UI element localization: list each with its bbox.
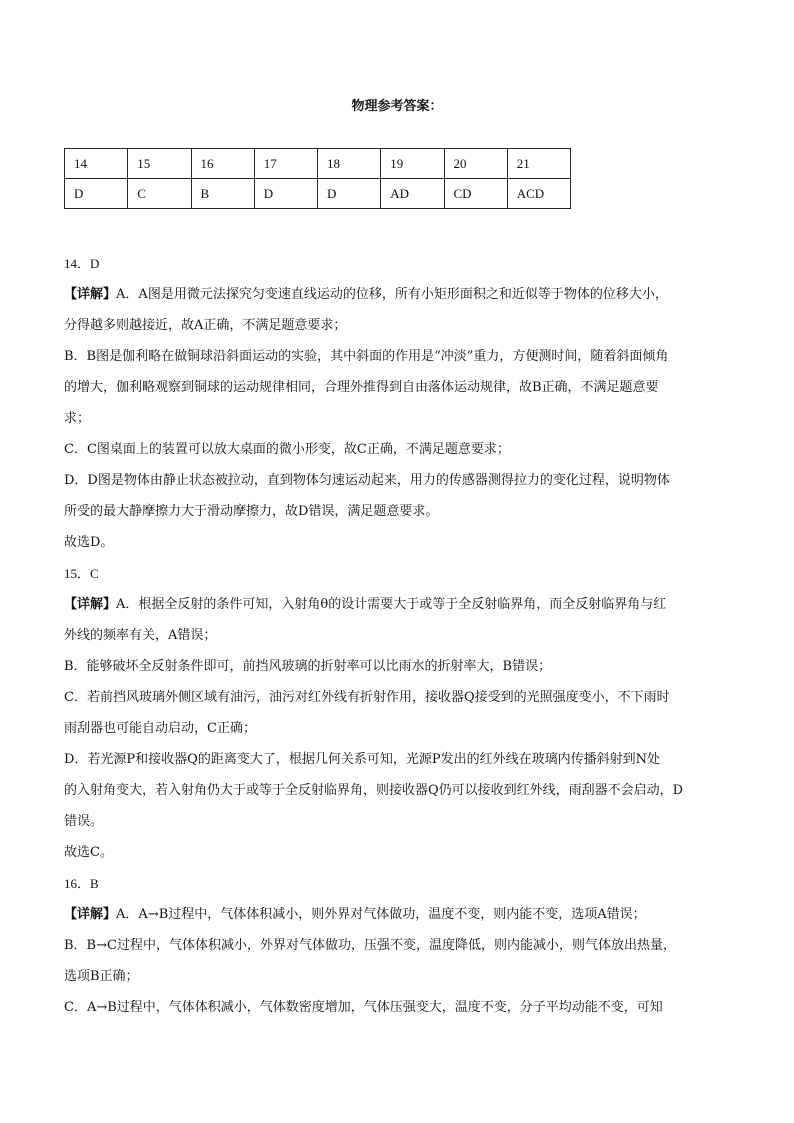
explanation-line: 的入射角变大，若入射角仍大于或等于全反射临界角，则接收器Q仍可以接收到红外线，雨刮器不会启动，D — [64, 783, 684, 798]
explanation-line: D．若光源P和接收器Q的距离变大了，根据几何关系可知，光源P发出的红外线在玻璃内传播斜射到N处 — [64, 752, 660, 767]
detail-tag: 详解 — [77, 907, 104, 922]
table-cell: D — [65, 179, 128, 209]
table-cell: AD — [381, 179, 444, 209]
detail-tag-close: 】 — [103, 907, 117, 922]
explanation-line: 故选D。 — [64, 535, 114, 550]
explanation-line: B．B图是伽利略在做铜球沿斜面运动的实验，其中斜面的作用是“冲淡”重力，方便测时间，随着斜面倾角 — [64, 349, 669, 364]
explanation-line: 故选C。 — [64, 845, 113, 860]
table-cell: D — [318, 179, 381, 209]
explanation-text: A．根据全反射的条件可知，入射角θ的设计需要大于或等于全反射临界角，而全反射临界角与红 — [116, 597, 667, 612]
question-header: 14．D — [64, 256, 100, 271]
detail-tag-close: 】 — [103, 597, 117, 612]
table-cell: 21 — [507, 149, 570, 179]
table-cell: 20 — [444, 149, 507, 179]
question-header: 16．B — [64, 876, 99, 891]
explanation-line: 错误。 — [64, 814, 104, 829]
table-cell: 19 — [381, 149, 444, 179]
page-title: 物理参考答案： — [351, 99, 443, 114]
answer-explanations — [64, 248, 744, 1023]
detail-tag-open: 【 — [64, 287, 78, 302]
table-cell: ACD — [507, 179, 570, 209]
explanation-line: 分得越多则越接近，故A正确，不满足题意要求； — [64, 318, 347, 333]
explanation-line: D．D图是物体由静止状态被拉动，直到物体匀速运动起来，用力的传感器测得拉力的变化过程，说明物体 — [64, 473, 670, 488]
explanation-line: 选项B正确； — [64, 969, 139, 984]
explanation-line: C．A→B过程中，气体体积减小，气体数密度增加，气体压强变大，温度不变，分子平均动能不变，可知 — [64, 1000, 663, 1015]
detail-tag: 详解 — [77, 597, 104, 612]
explanation-line: B．B→C过程中，气体体积减小，外界对气体做功，压强不变，温度降低，则内能减小，则气体放出热量， — [64, 938, 676, 953]
detail-tag-open: 【 — [64, 907, 78, 922]
explanation-line: 雨刮器也可能自动启动，C正确； — [64, 721, 256, 736]
table-cell: 15 — [128, 149, 191, 179]
explanation-line: C．若前挡风玻璃外侧区域有油污，油污对红外线有折射作用，接收器Q接受到的光照强度变小，不下雨时 — [64, 690, 670, 705]
explanation-line: 的增大，伽利略观察到铜球的运动规律相同，合理外推得到自由落体运动规律，故B正确，不满足题意要 — [64, 380, 659, 395]
table-cell: D — [254, 179, 317, 209]
table-cell: 18 — [318, 149, 381, 179]
explanation-line: 求； — [64, 411, 91, 426]
explanation-line: B．能够破坏全反射条件即可，前挡风玻璃的折射率可以比雨水的折射率大，B错误； — [64, 659, 552, 674]
explanation-text: A．A→B过程中，气体体积减小，则外界对气体做功，温度不变，则内能不变，选项A错误； — [116, 907, 646, 922]
explanation-line: 外线的频率有关，A错误； — [64, 628, 217, 643]
table-cell: B — [191, 179, 254, 209]
explanation-line — [64, 279, 744, 310]
detail-tag: 详解 — [77, 287, 104, 302]
table-row-question-numbers — [65, 149, 571, 179]
detail-tag-close: 】 — [103, 287, 117, 302]
explanation-text: A．A图是用微元法探究匀变速直线运动的位移，所有小矩形面积之和近似等于物体的位移大小， — [116, 287, 668, 302]
table-cell: CD — [444, 179, 507, 209]
detail-tag-open: 【 — [64, 597, 78, 612]
table-cell: 14 — [65, 149, 128, 179]
explanation-line: 所受的最大静摩擦力大于滑动摩擦力，故D错误，满足题意要求。 — [64, 504, 439, 519]
explanation-line: C．C图桌面上的装置可以放大桌面的微小形变，故C正确，不满足题意要求； — [64, 442, 510, 457]
table-cell: 16 — [191, 149, 254, 179]
table-cell: 17 — [254, 149, 317, 179]
table-cell: C — [128, 179, 191, 209]
explanation-line — [64, 589, 744, 620]
answer-table — [64, 148, 571, 209]
explanation-line — [64, 899, 744, 930]
question-header: 15．C — [64, 566, 99, 581]
table-row-answers — [65, 179, 571, 209]
